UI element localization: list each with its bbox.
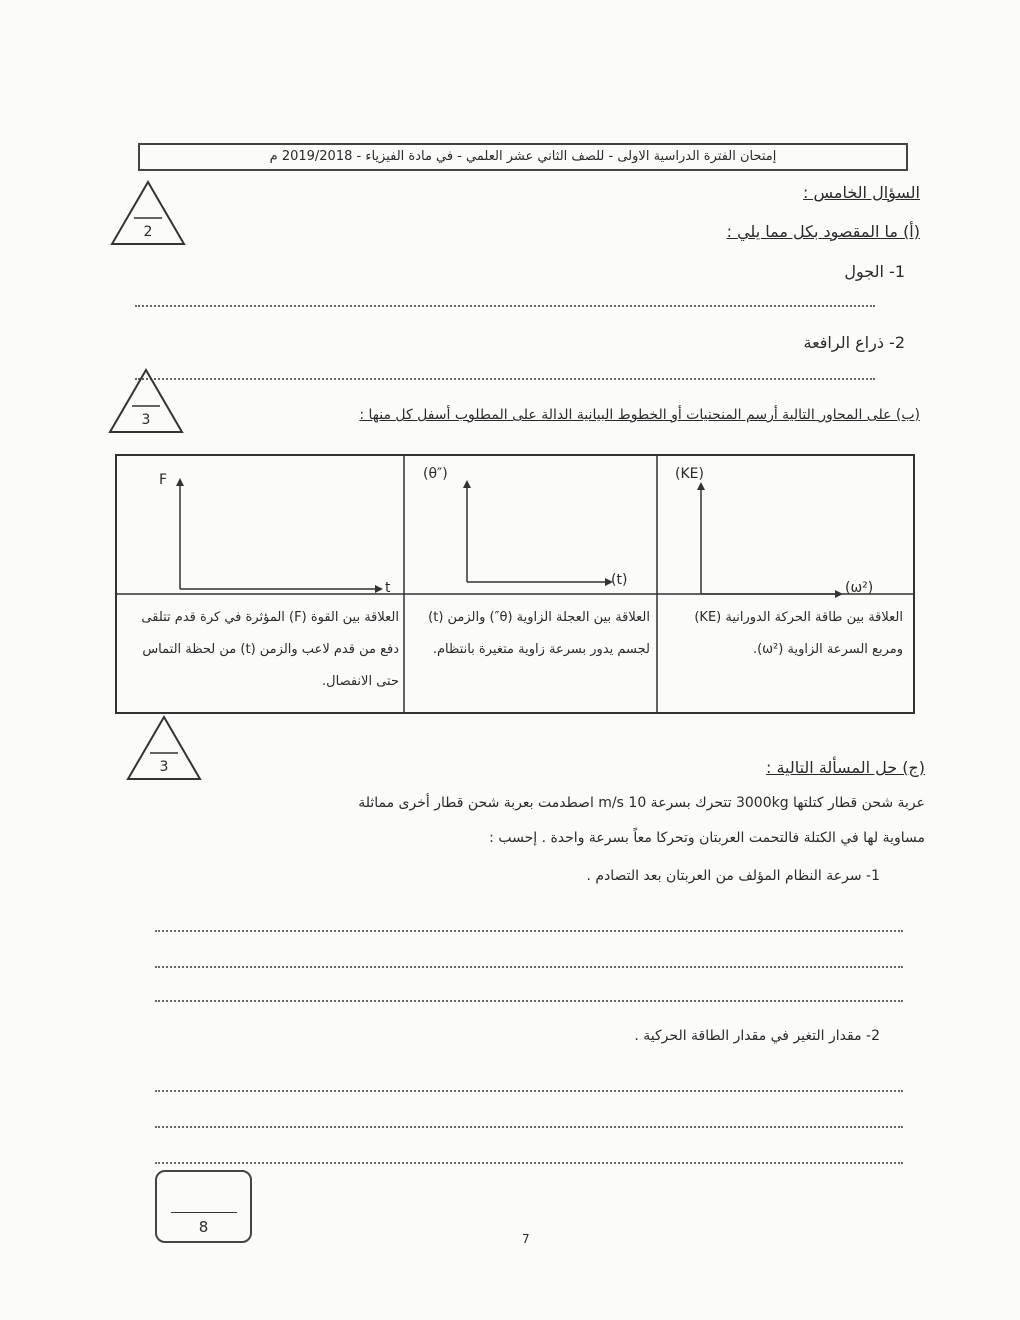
answer-line (135, 378, 875, 380)
mark-triangle-a (110, 180, 186, 250)
total-mark-value: 8 (198, 1218, 209, 1236)
mark-c-value: 3 (159, 759, 169, 775)
total-mark-box (155, 1170, 252, 1243)
answer-line (155, 1000, 903, 1002)
exam-header (138, 143, 908, 171)
answer-line (155, 966, 903, 968)
graph3-x-label: t (385, 580, 391, 596)
fraction-line (171, 1212, 237, 1213)
mark-triangle-c (126, 715, 202, 785)
graph1-y-label: (KE) (675, 466, 704, 482)
exam-header-title: إمتحان الفترة الدراسية الاولى - للصف الثاني عشر العلمي - في مادة الفيزياء - 2019/2018 م (269, 149, 777, 164)
question-title: السؤال الخامس : (803, 183, 920, 202)
graph-table (115, 454, 915, 714)
mark-b-value: 3 (141, 412, 151, 428)
mark-triangle-b (108, 368, 184, 438)
answer-line (155, 930, 903, 932)
part-b-title: (ب) على المحاور التالية أرسم المنحنيات أو الخطوط البيانية الدالة على المطلوب أسفل كل منها : (359, 407, 920, 423)
part-a-title: (أ) ما المقصود بكل مما يلي : (726, 222, 920, 241)
graph2-x-label: (t) (611, 572, 628, 588)
answer-line (155, 1162, 903, 1164)
problem-line2: مساوية لها في الكتلة فالتحمت العربتان وتحركا معاً بسرعة واحدة . إحسب : (489, 830, 925, 846)
graph3-y-label: F (159, 472, 168, 488)
answer-line (155, 1090, 903, 1092)
part-a-item1: 1- الجول (844, 262, 905, 281)
part-c-title: (ج) حل المسألة التالية : (765, 758, 925, 777)
answer-line (135, 305, 875, 307)
part-c-item2: 2- مقدار التغير في مقدار الطاقة الحركية . (634, 1028, 880, 1044)
page-number: 7 (522, 1232, 530, 1246)
mark-a-value: 2 (143, 224, 153, 240)
graph3-caption: العلاقة بين القوة (F) المؤثرة في كرة قدم تتلقى دفع من قدم لاعب والزمن (t) من لحظة التماس حتى الانفصال. (141, 610, 399, 689)
graph1-x-label: (ω²) (845, 580, 874, 596)
part-a-item2: 2- ذراع الرافعة (803, 333, 905, 352)
graph2-caption: العلاقة بين العجلة الزاوية (θ″) والزمن (t) لجسم يدور بسرعة زاوية متغيرة بانتظام. (428, 610, 650, 657)
graph1-caption: العلاقة بين طاقة الحركة الدورانية (KE) ومربع السرعة الزاوية (ω²). (694, 610, 903, 657)
graph2-y-label: (θ″) (423, 466, 448, 482)
part-c-item1: 1- سرعة النظام المؤلف من العربتان بعد التصادم . (586, 868, 880, 884)
answer-line (155, 1126, 903, 1128)
problem-line1: عربة شحن قطار كتلتها 3000kg تتحرك بسرعة 10 m/s اصطدمت بعربة شحن قطار أخرى مماثلة (358, 795, 925, 811)
